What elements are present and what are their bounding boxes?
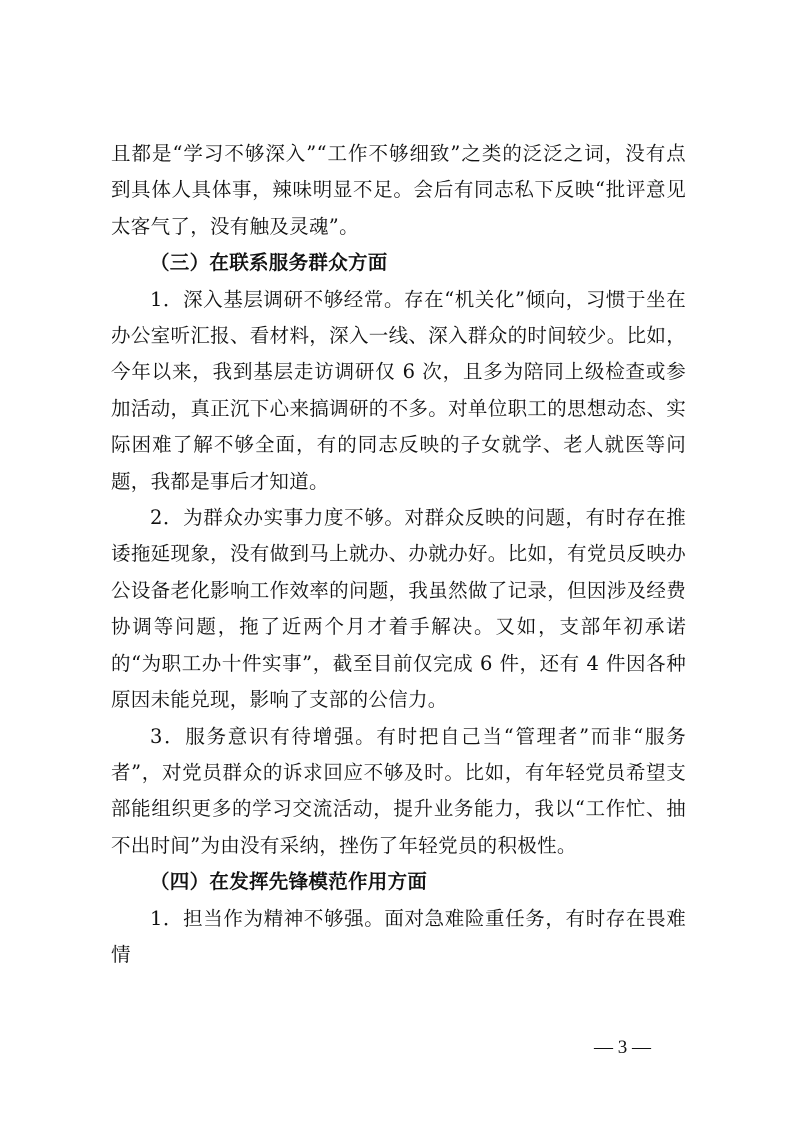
paragraph-item-3: 3．服务意识有待增强。有时把自己当“管理者”而非“服务者”，对党员群众的诉求回应不够及时。比如，有年轻党员希望支部能组织更多的学习交流活动，提升业务能力，我以“工作忙、抽不出时间”为由没有采纳，挫伤了年轻党员的积极性。 <box>111 724 686 857</box>
paragraph-item-1-section-4: 1．担当作为精神不够强。面对急难险重任务，有时存在畏难情 <box>111 906 686 966</box>
page-number: — 3 — <box>594 1037 651 1058</box>
paragraph-item-1: 1．深入基层调研不够经常。存在“机关化”倾向，习惯于坐在办公室听汇报、看材料，深入一线、深入群众的时间较少。比如，今年以来，我到基层走访调研仅 6 次，且多为陪同上级检查或参加活动，真正沉下心来搞调研的不多。对单位职工的思想动态、实际困难了解不够全面，有的同志反映的子女就学、老人就医等问题，我都是事后才知道。 <box>111 287 686 493</box>
document-body <box>111 136 686 973</box>
paragraph-continued: 且都是“学习不够深入”“工作不够细致”之类的泛泛之词，没有点到具体人具体事，辣味明显不足。会后有同志私下反映“批评意见太客气了，没有触及灵魂”。 <box>111 142 686 238</box>
section-heading-3: （三）在联系服务群众方面 <box>150 251 388 275</box>
paragraph-item-2: 2．为群众办实事力度不够。对群众反映的问题，有时存在推诿拖延现象，没有做到马上就办、办就办好。比如，有党员反映办公设备老化影响工作效率的问题，我虽然做了记录，但因涉及经费协调等问题，拖了近两个月才着手解决。又如，支部年初承诺的“为职工办十件实事”，截至目前仅完成 6 件，还有 4 件因各种原因未能兑现，影响了支部的公信力。 <box>111 506 686 712</box>
section-heading-4: （四）在发挥先锋模范作用方面 <box>150 870 428 894</box>
